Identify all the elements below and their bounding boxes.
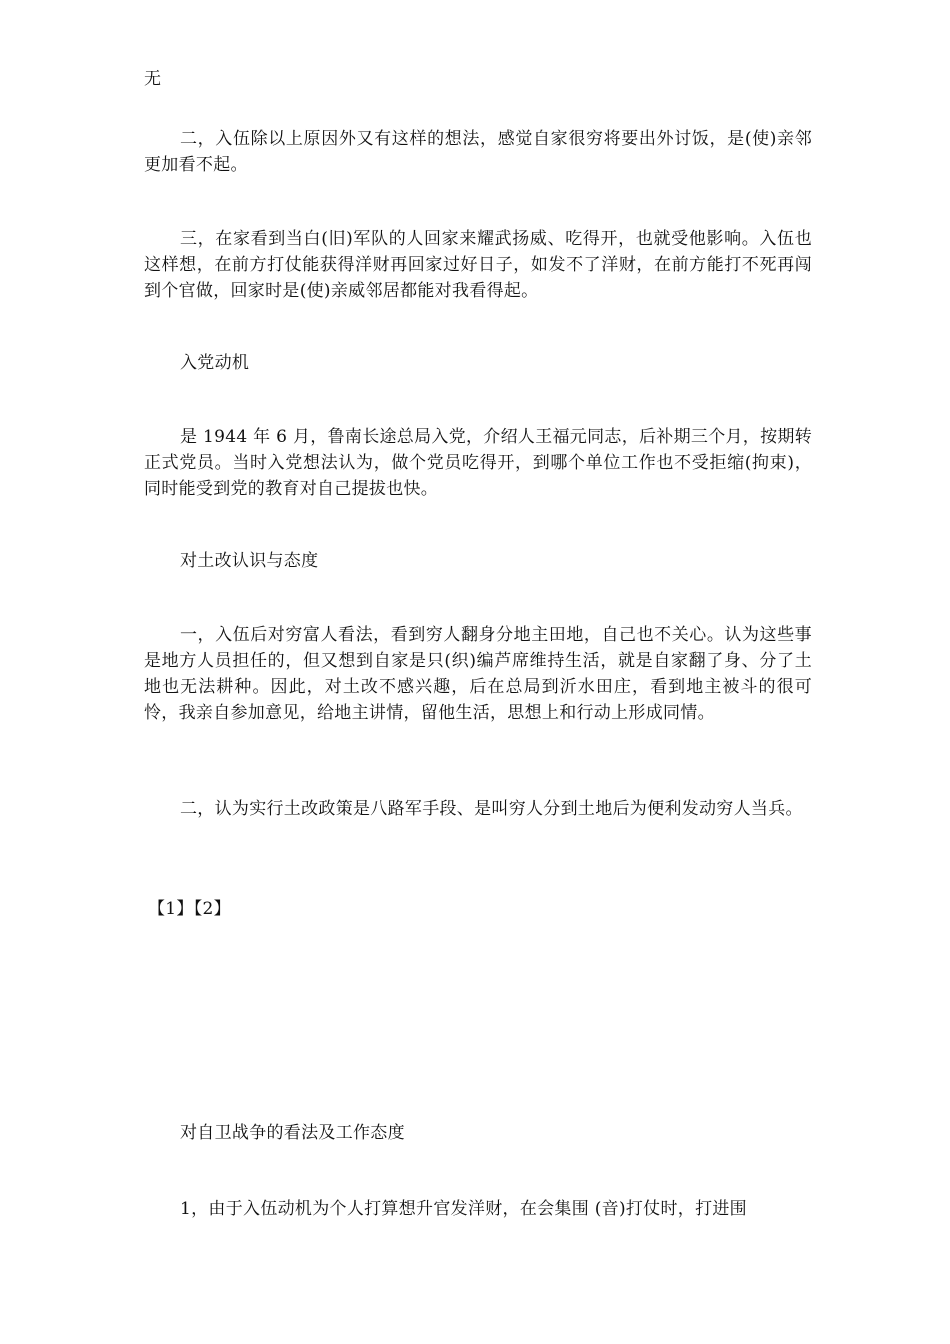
paragraph-land-reform-2: 二，认为实行土改政策是八路军手段、是叫穷人分到土地后为便利发动穷人当兵。 <box>180 799 803 819</box>
heading-party-motive: 入党动机 <box>180 353 250 373</box>
heading-self-defense-war: 对自卫战争的看法及工作态度 <box>180 1123 405 1143</box>
heading-land-reform: 对土改认识与态度 <box>180 551 319 571</box>
paragraph-land-reform-1: 一，入伍后对穷富人看法，看到穷人翻身分地主田地，自己也不关心。认为这些事是地方人员担任的，但又想到自家是只(织)编芦席维持生活，就是自家翻了身、分了土地也无法耕种。因此，对土改不感兴趣，后在总局到沂水田庄，看到地主被斗的很可怜，我亲自参加意见，给地主讲情，留他生活，思想上和行动上形成同情。 <box>144 625 812 723</box>
paragraph-motive-2: 二，入伍除以上原因外又有这样的想法，感觉自家很穷将要出外讨饭，是(使)亲邻更加看不起。 <box>144 129 812 175</box>
top-line-text: 无 <box>144 69 162 89</box>
pagination-links[interactable]: 【1】【2】 <box>148 899 231 919</box>
paragraph-motive-3: 三，在家看到当白(旧)军队的人回家来耀武扬威、吃得开，也就受他影响。入伍也这样想，在前方打仗能获得洋财再回家过好日子，如发不了洋财，在前方能打不死再闯到个官做，回家时是(使)亲威邻居都能对我看得起。 <box>144 229 812 301</box>
paragraph-war-1: 1，由于入伍动机为个人打算想升官发洋财，在会集围 (音)打仗时，打进围 <box>180 1199 747 1219</box>
paragraph-party-motive: 是 1944 年 6 月，鲁南长途总局入党，介绍人王福元同志，后补期三个月，按期转正式党员。当时入党想法认为，做个党员吃得开，到哪个单位工作也不受拒缩(拘束)，同时能受到党的教育对自己提拔也快。 <box>144 427 812 499</box>
